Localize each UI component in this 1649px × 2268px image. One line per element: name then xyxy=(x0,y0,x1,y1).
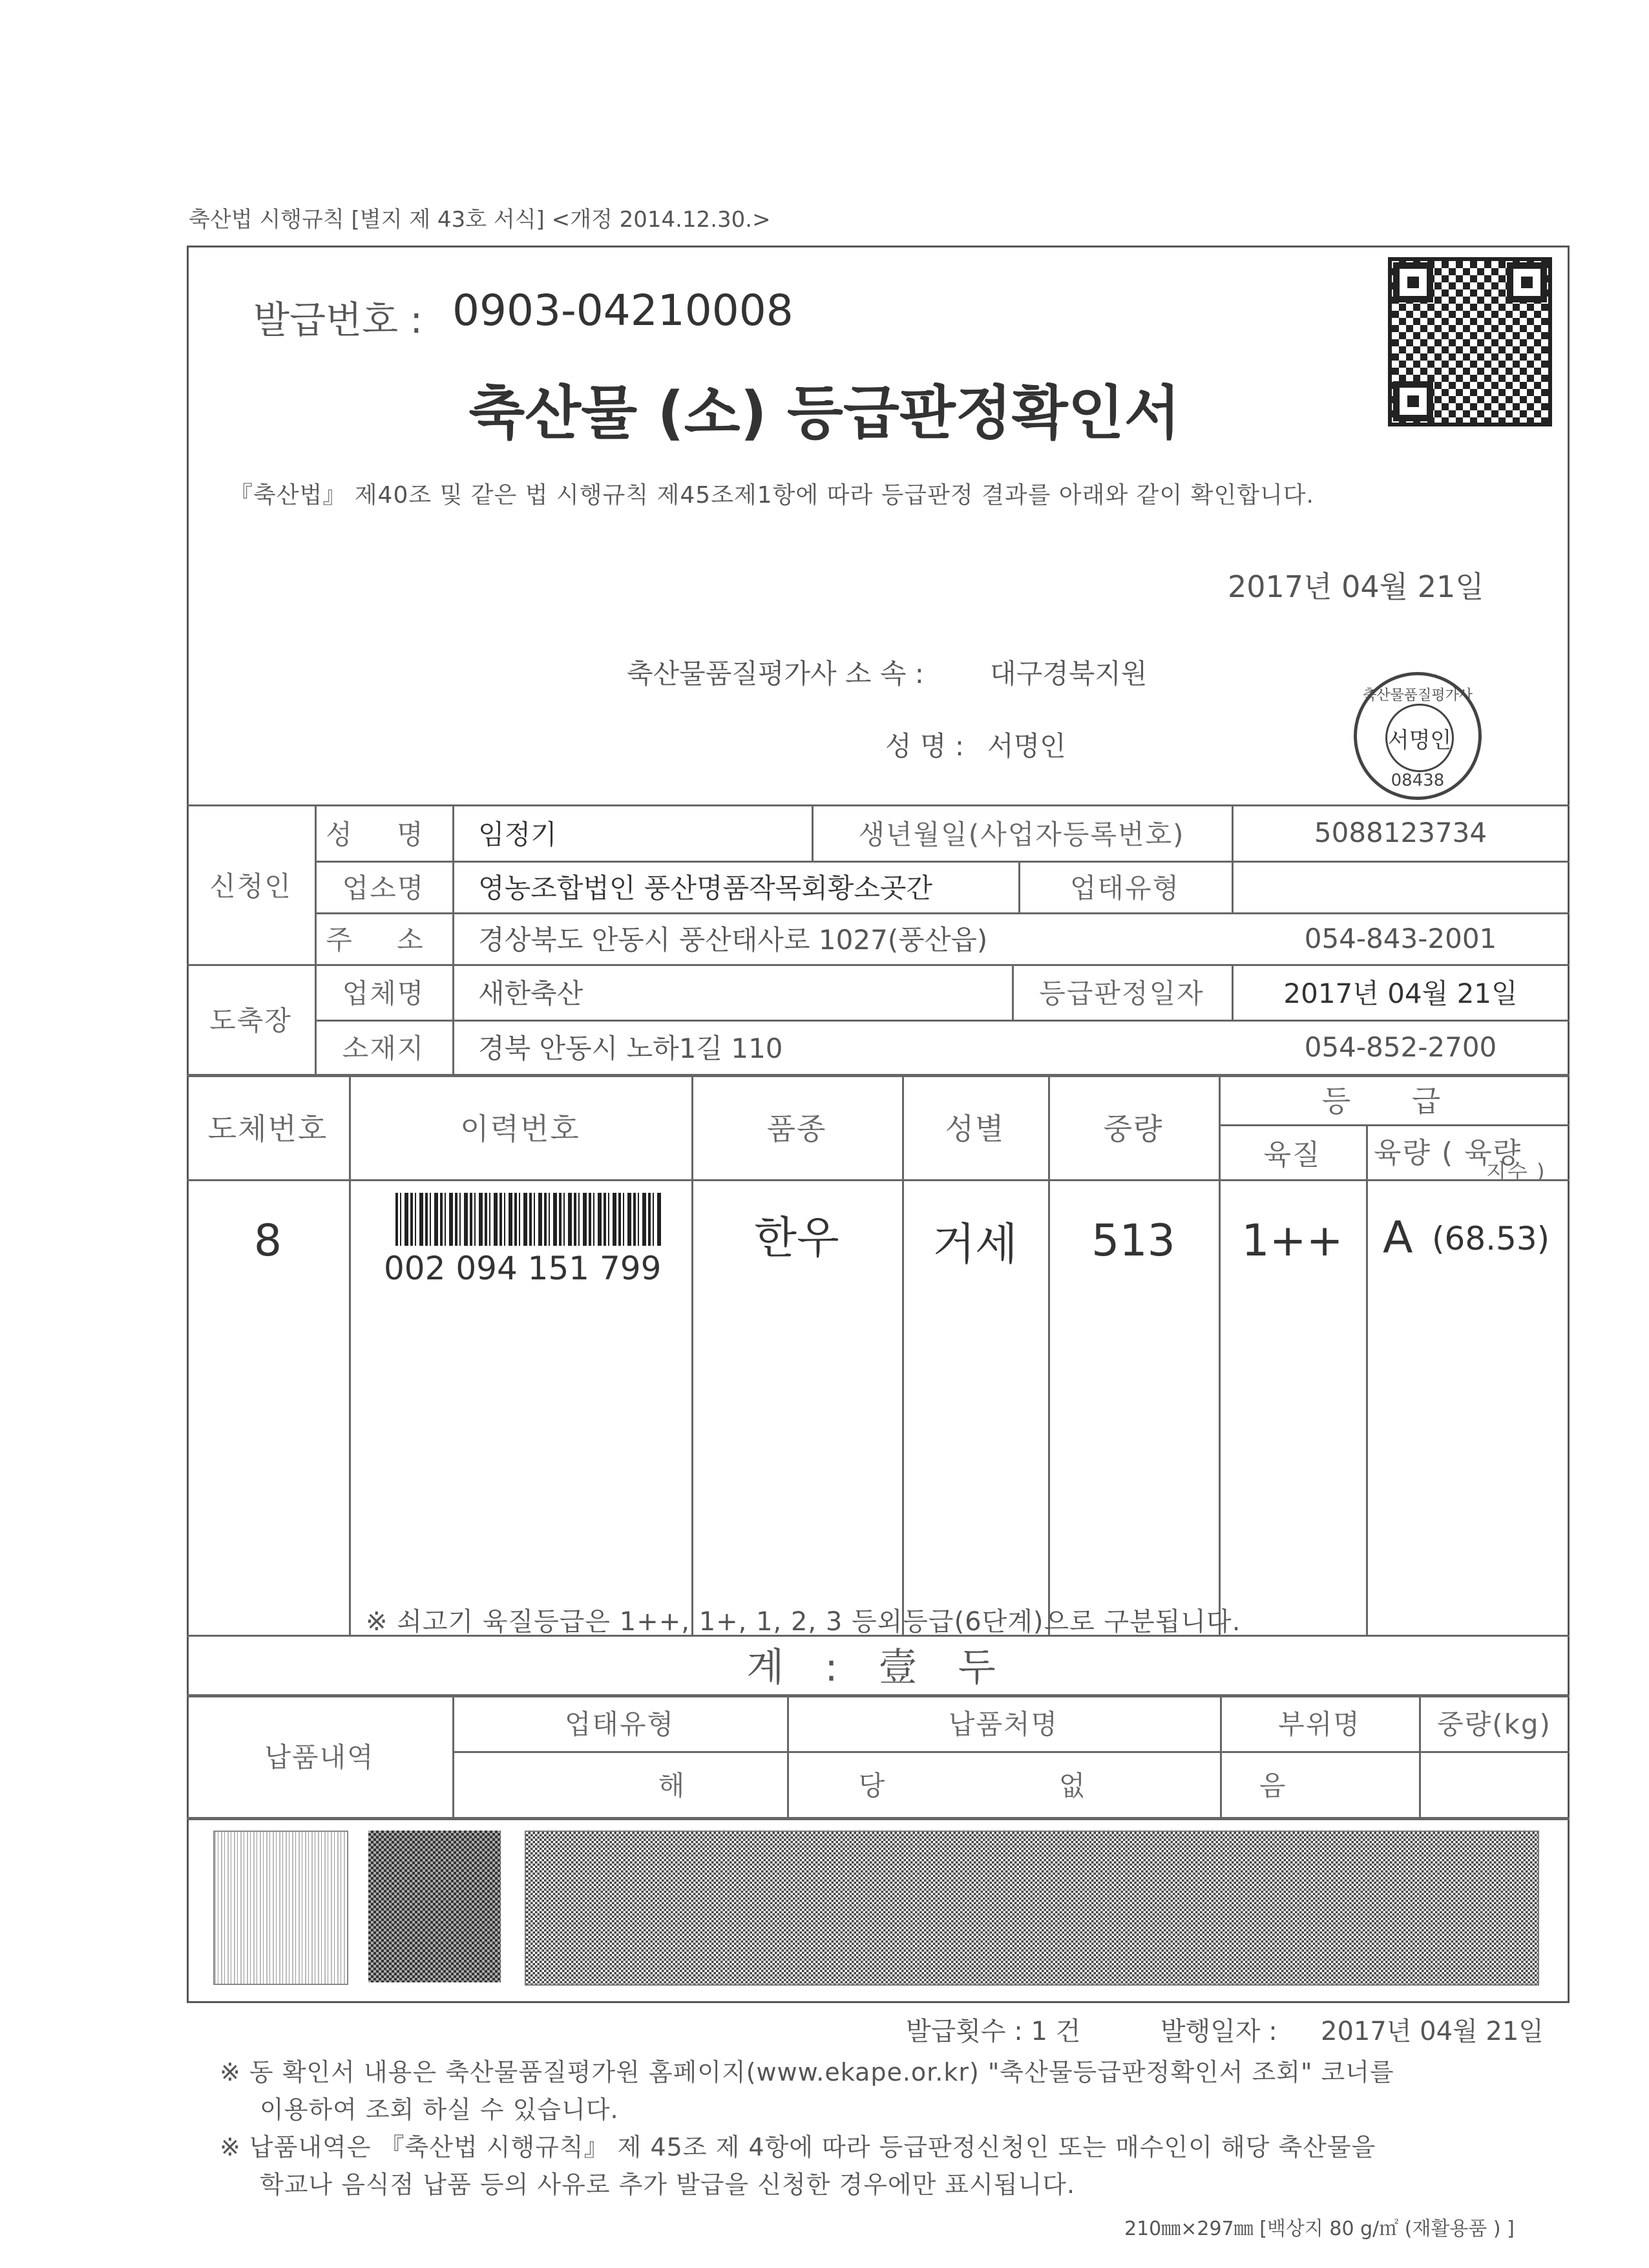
evaluator-affiliation: 대구경북지원 xyxy=(990,658,1148,689)
applicant-section-label: 신청인 xyxy=(209,870,292,902)
seal-number: 08438 xyxy=(1391,771,1445,790)
address-label: 주 소 xyxy=(326,924,441,956)
divider xyxy=(1366,1124,1368,1635)
delivery-value: 해 xyxy=(658,1770,686,1801)
seal-top-text: 축산물품질평가사 xyxy=(1362,688,1473,704)
evaluator-name: 서명인 xyxy=(987,730,1066,762)
divider xyxy=(452,1751,1570,1753)
issue-number-label: 발급번호 : xyxy=(253,298,423,342)
footer-note-1: ※ 동 확인서 내용은 축산물품질평가원 홈페이지(www.ekape.or.kr) "축산물등급판정확인서 조회" 코너를 xyxy=(220,2058,1394,2086)
issue-number: 0903-04210008 xyxy=(452,286,793,335)
evaluator-name-label: 성 명 : xyxy=(885,730,964,762)
weight: 513 xyxy=(1091,1215,1175,1266)
slaughterhouse-phone: 054-852-2700 xyxy=(1304,1031,1497,1063)
divider xyxy=(187,1179,1570,1181)
divider xyxy=(187,1817,1570,1820)
delivery-value: 당 xyxy=(858,1770,887,1801)
yield-index-header: 지수 ) xyxy=(1486,1159,1546,1184)
carcass-number: 8 xyxy=(253,1215,282,1266)
yield-grade: A xyxy=(1383,1212,1413,1263)
security-pattern xyxy=(368,1831,501,1982)
delivery-section-label: 납품내역 xyxy=(264,1741,375,1773)
business-name-label: 업소명 xyxy=(342,872,425,904)
delivery-value: 없 xyxy=(1058,1770,1087,1801)
footer-issue-date-label: 발행일자 : xyxy=(1161,2017,1277,2046)
sex: 거세 xyxy=(932,1219,1018,1270)
yield-index: (68.53) xyxy=(1432,1220,1550,1257)
footer-note-1-cont: 이용하여 조회 하실 수 있습니다. xyxy=(260,2095,619,2124)
paper-spec: 210㎜×297㎜ [백상지 80 g/㎡ (재활용품 ) ] xyxy=(1124,2218,1515,2240)
total-count: 계 : 壹 두 xyxy=(746,1645,1010,1690)
document-title: 축산물 (소) 등급판정확인서 xyxy=(468,379,1181,447)
security-pattern xyxy=(213,1831,348,1985)
applicant-name-label: 성 명 xyxy=(326,818,441,850)
delivery-value: 음 xyxy=(1259,1770,1287,1801)
business-type-label: 업태유형 xyxy=(1069,872,1181,904)
applicant-phone: 054-843-2001 xyxy=(1304,922,1497,954)
business-name: 영농조합법인 풍산명품작목회황소곳간 xyxy=(478,872,933,904)
grading-date: 2017년 04월 21일 xyxy=(1283,978,1518,1009)
applicant-birth-label: 생년월일(사업자등록번호) xyxy=(858,818,1185,850)
grade-note: ※ 쇠고기 육질등급은 1++, 1+, 1, 2, 3 등외등급(6단계)으로 구분됩니다. xyxy=(366,1607,1241,1637)
applicant-name: 임정기 xyxy=(478,818,557,850)
carcass-number-header: 도체번호 xyxy=(207,1111,328,1146)
delivery-weight-header: 중량(kg) xyxy=(1437,1708,1551,1740)
meat-quality-grade: 1++ xyxy=(1241,1215,1343,1266)
security-pattern xyxy=(525,1831,1539,1986)
yield-header: 육량 ( 육량 xyxy=(1374,1137,1522,1170)
delivery-business-type-header: 업태유형 xyxy=(564,1708,675,1740)
footer-issue-date: 2017년 04월 21일 xyxy=(1321,2017,1544,2046)
grade-header: 등 급 xyxy=(1321,1084,1467,1118)
delivery-part-header: 부위명 xyxy=(1278,1708,1361,1740)
seal-center-text: 서명인 xyxy=(1385,704,1454,772)
form-reference: 축산법 시행규칙 [별지 제 43호 서식] <개정 2014.12.30.> xyxy=(189,207,771,233)
slaughterhouse-location-label: 소재지 xyxy=(342,1033,425,1064)
trace-number: 002 094 151 799 xyxy=(384,1250,662,1287)
breed: 한우 xyxy=(754,1212,839,1264)
address: 경상북도 안동시 풍산태사로 1027(풍산읍) xyxy=(478,924,988,956)
slaughterhouse-name-label: 업체명 xyxy=(342,978,425,1009)
footer-note-2-cont: 학교나 음식점 납품 등의 사유로 추가 발급을 신청한 경우에만 표시됩니다. xyxy=(260,2170,1076,2199)
footer-note-2: ※ 납품내역은 『축산법 시행규칙』 제 45조 제 4항에 따라 등급판정신청인 또는 매수인이 해당 축산물을 xyxy=(220,2133,1376,2161)
weight-header: 중량 xyxy=(1103,1111,1164,1146)
applicant-birth: 5088123734 xyxy=(1314,817,1487,848)
issue-date: 2017년 04월 21일 xyxy=(1228,569,1484,604)
trace-number-header: 이력번호 xyxy=(460,1111,580,1146)
breed-header: 품종 xyxy=(766,1111,827,1146)
sex-header: 성별 xyxy=(945,1111,1005,1146)
slaughterhouse-section-label: 도축장 xyxy=(209,1005,292,1036)
divider xyxy=(452,804,454,1074)
evaluator-seal xyxy=(1354,672,1482,800)
slaughterhouse-name: 새한축산 xyxy=(478,978,583,1009)
barcode-icon xyxy=(395,1193,662,1246)
meat-quality-header: 육질 xyxy=(1263,1138,1321,1171)
business-type xyxy=(1232,861,1570,912)
slaughterhouse-location: 경북 안동시 노하1길 110 xyxy=(478,1033,783,1064)
evaluator-affiliation-label: 축산물품질평가사 소 속 : xyxy=(627,658,924,689)
grading-date-label: 등급판정일자 xyxy=(1039,978,1204,1009)
delivery-destination-header: 납품처명 xyxy=(948,1708,1059,1740)
statement: 『축산법』 제40조 및 같은 법 시행규칙 제45조제1항에 따라 등급판정 결과를 아래와 같이 확인합니다. xyxy=(229,482,1314,509)
issue-count: 발급횟수 : 1 건 xyxy=(906,2017,1081,2046)
